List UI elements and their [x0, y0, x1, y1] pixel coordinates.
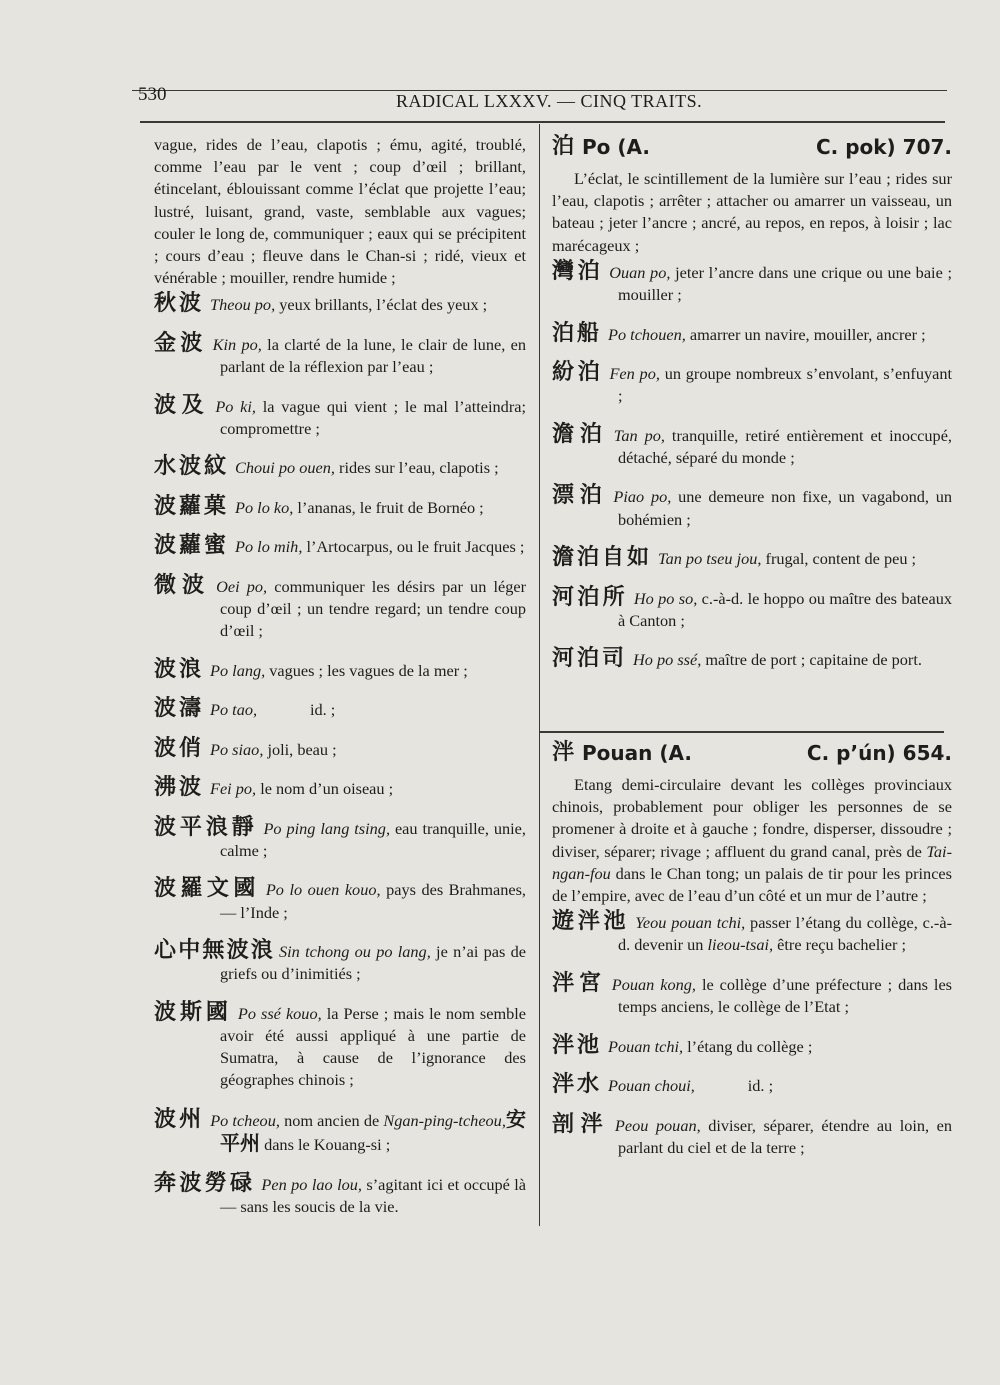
entry-chinese: 沸波 [154, 775, 205, 801]
entry-definition: c.-à-d. le hoppo ou maître des bateaux à Canton ; [618, 588, 952, 630]
entry-romanization: Po tcheou, [210, 1110, 280, 1130]
headword-pouan [552, 740, 952, 766]
entry-definition: la Perse ; mais le nom semble avoir été aussi appliqué à une partie de Sumatra, à cause de l’ignorance des géographes chinois ; [220, 1003, 527, 1090]
headword-definition [552, 774, 952, 907]
entry-romanization: Ouan po, [609, 262, 671, 282]
definition-text: Etang demi-circulaire devant les collèges provinciaux chinois, probablement pour obliger les personnes de se promener à droite et à gauche ; fondre, disperser, dissoudre ; diviser, séparer; rivage ; affluent du grand canal, près de [552, 775, 952, 861]
entry-romanization: Po ki, [215, 396, 256, 416]
entry-chinese: 水波紋 [154, 454, 230, 480]
entry-romanization: Tan po, [613, 425, 665, 445]
entry [154, 456, 526, 479]
entry-definition-cont: dans le Kouang-si ; [260, 1135, 391, 1155]
entry-romanization: Kin po, [212, 334, 262, 354]
entry-definition: eau tranquille, unie, calme ; [220, 818, 526, 860]
entry-chinese: 波平浪靜 [154, 814, 258, 840]
headword-reference: C. p’ún) 654. [806, 741, 952, 765]
entry-definition: une demeure non fixe, un vagabond, un bohémien ; [618, 487, 952, 529]
entry-romanization: Po tchouen, [608, 324, 686, 344]
headword-reading: Pouan (A. [582, 741, 692, 765]
entry-definition: le nom d’un oiseau ; [256, 779, 394, 799]
entry-definition: la vague qui vient ; le mal l’atteindra; compromettre ; [220, 396, 526, 438]
entry-chinese: 波浪 [154, 656, 205, 682]
entry-romanization: Theou po, [210, 295, 276, 315]
entry-romanization: Fei po, [210, 779, 257, 799]
entry-romanization: Po siao, [210, 739, 264, 759]
headword-reading: Po (A. [582, 135, 650, 159]
section-rule [539, 731, 944, 733]
entry-chinese: 微波 [154, 572, 211, 598]
entry [154, 940, 526, 985]
entry-chinese: 波州 [154, 1106, 205, 1132]
entry [154, 656, 526, 682]
entry [552, 485, 952, 530]
entry-romanization: Po lang, [210, 660, 266, 680]
entry-definition: id. ; [694, 1076, 774, 1096]
entry-definition: joli, beau ; [263, 739, 337, 759]
entry-romanization: Pouan kong, [611, 974, 696, 994]
entry [552, 421, 952, 469]
page-number: 530 [138, 84, 167, 105]
entry-chinese: 波蘿菓 [154, 493, 230, 519]
entry-chinese-inline: 安平州 [220, 1106, 526, 1156]
entry [154, 392, 526, 440]
entry-definition: id. ; [257, 700, 336, 720]
entry [154, 535, 526, 558]
entry-definition: s’agitant ici et occupé là — sans les soucis de la vie. [220, 1174, 526, 1216]
entry-definition: pays des Brahmanes, — l’Inde ; [220, 880, 526, 922]
entry-romanization: Sin tchong ou po lang, [279, 942, 431, 962]
entry-chinese: 秋波 [154, 291, 205, 317]
entry-chinese: 澹泊自如 [552, 545, 653, 571]
entry [154, 777, 526, 800]
entry-chinese: 波及 [154, 392, 210, 418]
entry [154, 572, 526, 643]
entry-chinese: 波濤 [154, 696, 205, 722]
entry-definition: passer l’étang du collège, c.-à-d. devenir un [618, 913, 952, 955]
header-rule [140, 121, 945, 123]
entry [552, 648, 952, 671]
entry-romanization: Po tao, [210, 700, 258, 720]
definition-text-cont: dans le Chan tong; un palais de tir pour les princes de l’empire, avec de l’eau d’un côté et un mur de l’autre ; [552, 863, 952, 906]
entry-definition: rides sur l’eau, clapotis ; [334, 458, 499, 478]
entry [552, 362, 952, 407]
entry-chinese: 澹泊 [552, 421, 608, 447]
entry-chinese: 漂泊 [552, 483, 608, 509]
entry [154, 735, 526, 761]
entry-romanization: Tan po tseu jou, [658, 549, 762, 569]
entry-romanization: Po lo mih, [235, 537, 303, 557]
entry-chinese: 剖泮 [552, 1111, 609, 1137]
entry [552, 970, 953, 1018]
entry-definition: la clarté de la lune, le clair de lune, en parlant de la réflexion par l’eau ; [220, 334, 526, 377]
entry-chinese: 波蘿蜜 [154, 533, 230, 559]
entry-romanization: Ho po so, [633, 588, 698, 608]
entry-definition: je n’ai pas de griefs ou d’inimitiés ; [220, 942, 526, 984]
entry-chinese: 河泊所 [552, 584, 628, 610]
entry [552, 1032, 952, 1058]
entry-chinese: 波斯國 [154, 999, 232, 1025]
entry-romanization: Peou pouan, [614, 1115, 701, 1135]
headword-character: 泊 [552, 134, 575, 159]
entry-definition: l’étang du collège ; [683, 1036, 813, 1056]
entry-definition: jeter l’ancre dans une crique ou une baie ; mouiller ; [618, 262, 952, 305]
place-romanization: Tai-ngan-fou [552, 841, 952, 883]
entry-romanization: Ho po ssé, [633, 650, 702, 670]
entry-definition: amarrer un navire, mouiller, ancrer ; [685, 324, 926, 344]
entry [154, 814, 526, 862]
entry-chinese: 心中無波浪 [154, 938, 275, 964]
entry [552, 911, 952, 956]
entry-definition: le collège d’une préfecture ; dans les temps anciens, le collège de l’Etat ; [618, 974, 953, 1017]
entry-romanization: Choui po ouen, [235, 458, 335, 478]
entry-chinese: 波俏 [154, 735, 205, 761]
entry [154, 698, 526, 721]
entry [154, 293, 526, 316]
entry-definition: yeux brillants, l’éclat des yeux ; [275, 295, 488, 315]
entry-definition: diviser, séparer, étendre au loin, en parlant du ciel et de la terre ; [618, 1115, 952, 1157]
entry-definition: l’ananas, le fruit de Bornéo ; [293, 497, 484, 517]
entry-definition: maître de port ; capitaine de port. [701, 650, 922, 670]
entry-romanization: Fen po, [609, 364, 660, 384]
entry-chinese: 奔波勞碌 [154, 1170, 256, 1196]
entry-romanization: Po ping lang tsing, [263, 818, 391, 838]
entry-chinese: 河泊司 [552, 646, 628, 672]
headword-reference: C. pok) 707. [815, 135, 952, 159]
entry-chinese: 泮池 [552, 1032, 603, 1058]
entry-romanization: Pouan tchi, [608, 1036, 684, 1056]
entry-romanization-inline: Ngan-ping-tcheou, [383, 1110, 506, 1130]
column-divider [539, 124, 540, 1226]
entry-romanization-inline: lieou-tsai, [707, 935, 774, 955]
entry-romanization: Pouan choui, [608, 1076, 695, 1096]
left-column [154, 134, 526, 1234]
headword-character: 泮 [552, 740, 575, 765]
right-column-pouan [552, 740, 952, 1175]
entry-chinese: 泮水 [552, 1072, 603, 1098]
entry-chinese: 金波 [154, 330, 207, 356]
entry [552, 584, 952, 632]
entry-definition: vagues ; les vagues de la mer ; [265, 660, 468, 680]
entry-romanization: Yeou pouan tchi, [635, 913, 746, 933]
entry [552, 258, 952, 306]
entry-romanization: Po lo ouen kouo, [265, 880, 381, 900]
entry-definition: nom ancien de [279, 1110, 384, 1130]
entry [154, 1108, 526, 1156]
entry-definition: communiquer les désirs par un léger coup d’œil ; un tendre regard; un tendre coup d’œil ; [220, 576, 526, 641]
entry-romanization: Pen po lao lou, [261, 1174, 362, 1194]
entry [552, 1111, 952, 1159]
entry [154, 878, 526, 923]
running-title: RADICAL LXXXV. — CINQ TRAITS. [396, 91, 703, 111]
entry-romanization: Po lo ko, [235, 497, 294, 517]
entry-romanization: Oei po, [216, 576, 268, 596]
headword-definition: L’éclat, le scintillement de la lumière sur l’eau ; rides sur l’eau, clapotis ; arrêter ; attacher ou amarrer un vaisseau, un bateau ; jeter l’ancre ; ancré, au repos, en repos, à loisir ; lac marécageux ; [552, 169, 952, 255]
entry-chinese: 泊船 [552, 320, 603, 346]
entry-definition: un groupe nombreux s’envolant, s’enfuyant ; [618, 364, 953, 406]
entry-chinese: 灣泊 [552, 258, 604, 284]
entry-romanization: Piao po, [613, 487, 672, 507]
entry [154, 1170, 526, 1218]
entry [552, 320, 952, 346]
entry [552, 1074, 952, 1097]
entry-definition: tranquille, retiré entièrement et inoccupé, détaché, séparé du monde ; [618, 425, 952, 467]
entry-definition: l’Artocarpus, ou le fruit Jacques ; [302, 537, 525, 557]
continued-definition: vague, rides de l’eau, clapotis ; ému, agité, troublé, comme l’eau par le vent ; coup d’œil ; brillant, étincelant, éblouissant comme l’éclat que projette l’eau; lustré, luisant, grand, vaste, semblable aux vagues; couler le long de, communiquer ; eaux qui se précipitent ; cours d’eau ; fleuve dans le Chan-si ; ridé, vieux et vénérable ; mouiller, rendre humide ; [154, 135, 526, 288]
entry-chinese: 波羅文國 [154, 876, 260, 902]
entry [154, 999, 527, 1092]
right-column-po [552, 134, 952, 688]
entry-chinese: 紛泊 [552, 360, 604, 386]
entry-chinese: 遊泮池 [552, 909, 630, 935]
entry-chinese: 泮宮 [552, 970, 606, 996]
entry-romanization: Po ssé kouo, [237, 1003, 322, 1023]
entry [154, 493, 526, 519]
entry [154, 330, 526, 378]
entry [552, 547, 952, 570]
headword-po [552, 134, 952, 160]
entry-definition-cont: être reçu bachelier ; [773, 935, 906, 955]
entry-definition: frugal, content de peu ; [761, 549, 917, 569]
